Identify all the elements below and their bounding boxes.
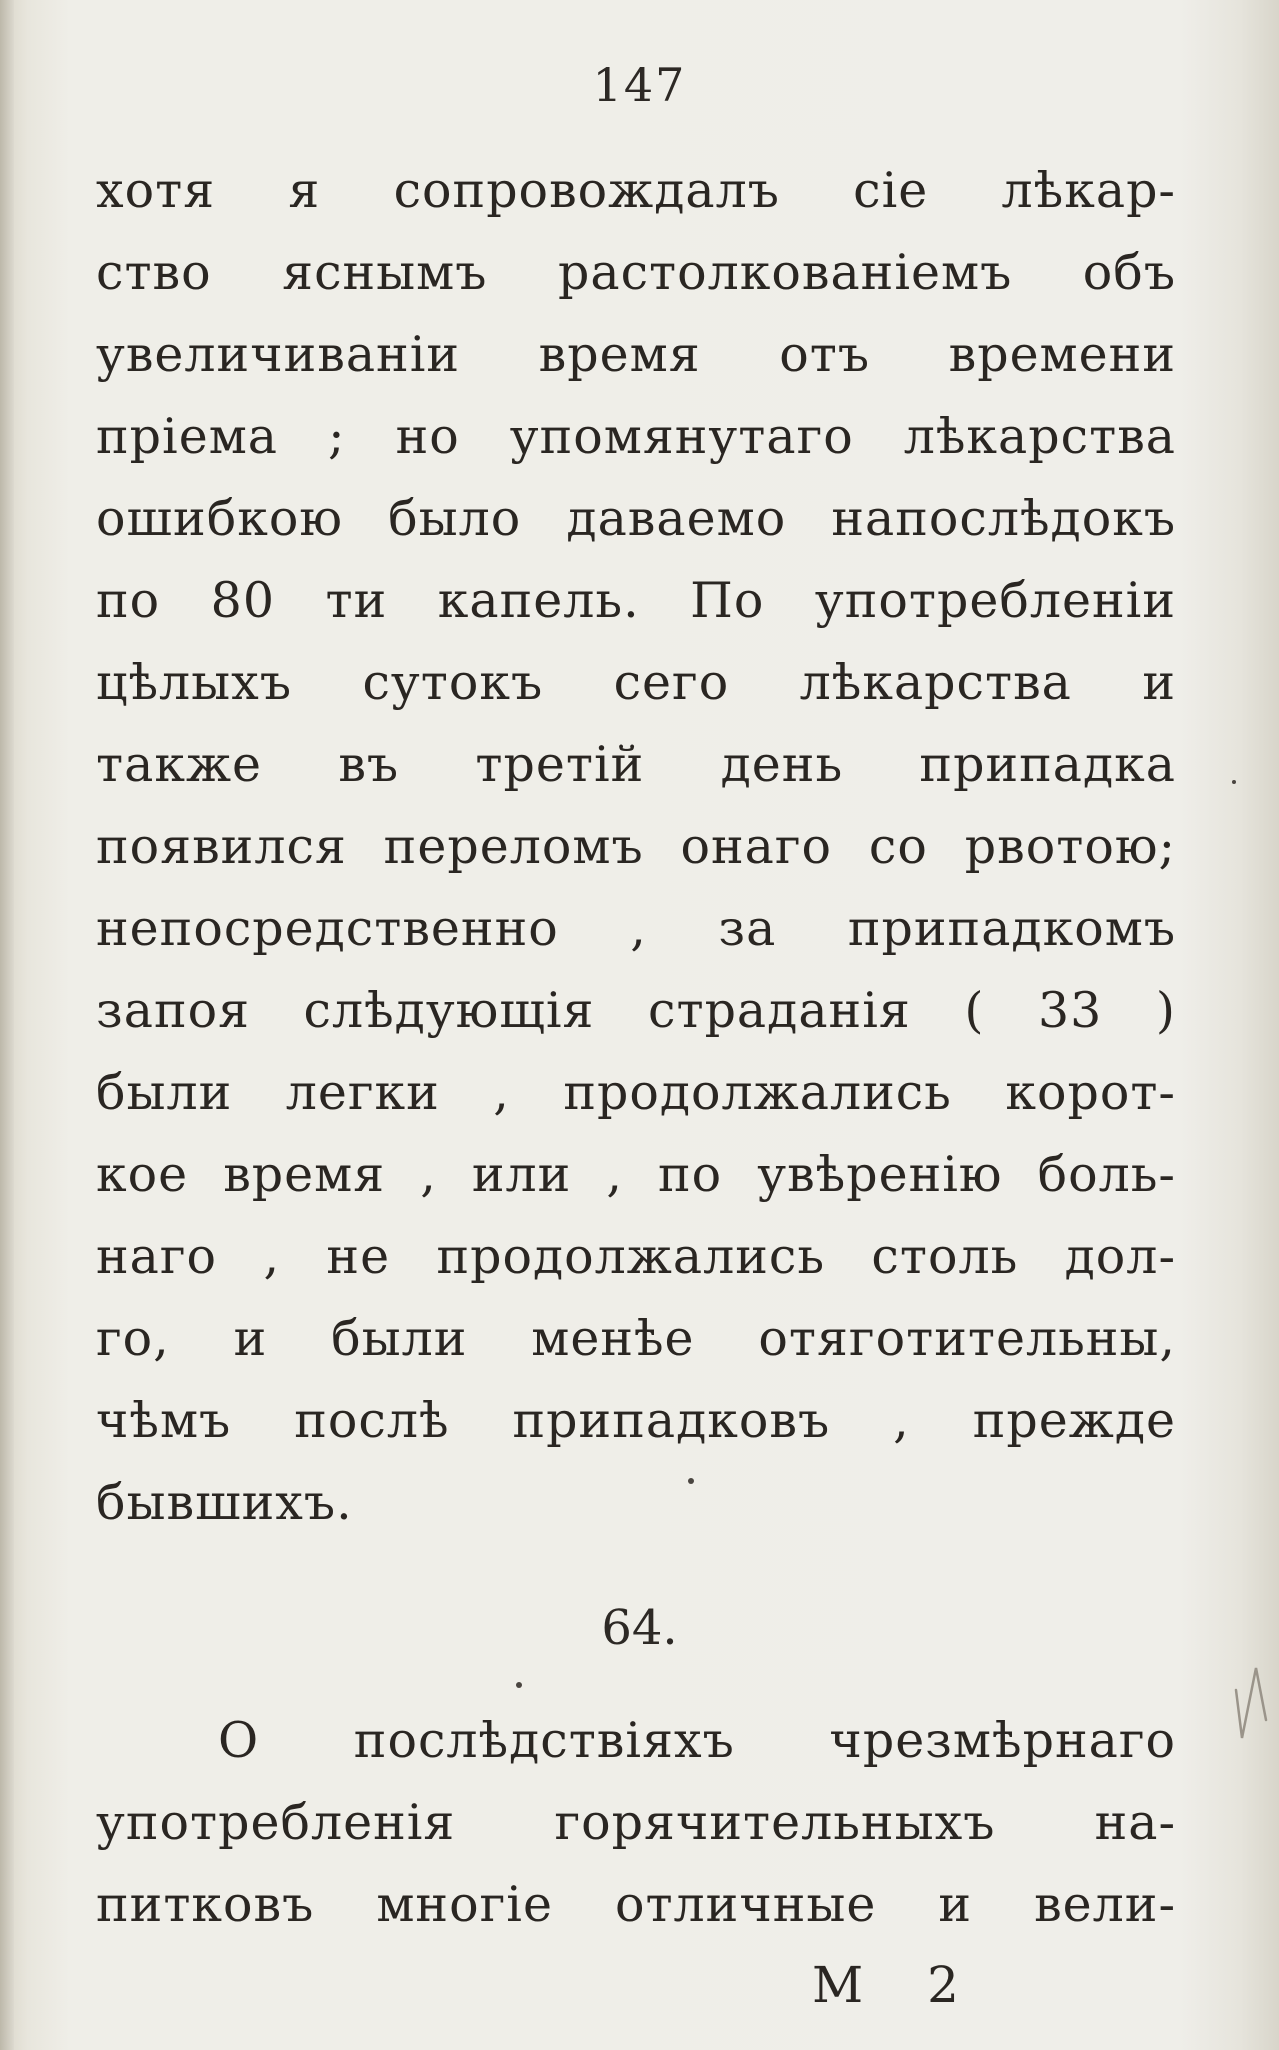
page-spine-shadow — [0, 0, 14, 2050]
text-line: употребленія горячительныхъ на- — [96, 1794, 1176, 1851]
text-line: увеличиваніи время отъ времени — [96, 326, 1176, 383]
text-line: питковъ многіе отличные и вели- — [96, 1876, 1176, 1933]
text-line: запоя слѣдующія страданія ( 33 ) — [96, 982, 1176, 1039]
text-line: непосредственно , за припадкомъ — [96, 900, 1176, 957]
text-line: чѣмъ послѣ припадковъ , прежде — [96, 1392, 1176, 1449]
section-number: 64. — [601, 1600, 678, 1656]
paragraph-2 — [96, 1700, 1176, 1946]
ink-speck — [516, 1682, 522, 1688]
text-line: были легки , продолжались корот- — [96, 1064, 1176, 1121]
text-line: появился переломъ онаго со рвотою; — [96, 818, 1176, 875]
text-line-indented: О послѣдствіяхъ чрезмѣрнаго — [218, 1712, 1176, 1769]
text-line: хотя я сопровождалъ сіе лѣкар- — [96, 162, 1176, 219]
text-line: цѣлыхъ сутокъ сего лѣкарства и — [96, 654, 1176, 711]
margin-pencil-mark — [1232, 1660, 1272, 1750]
text-line: кое время , или , по увѣренію боль- — [96, 1146, 1176, 1203]
text-line: ошибкою было даваемо напослѣдокъ — [96, 490, 1176, 547]
paragraph-1 — [96, 150, 1176, 1544]
page-number: 147 — [592, 58, 687, 112]
text-line: наго , не продолжались столь дол- — [96, 1228, 1176, 1285]
signature-mark: M 2 — [812, 1956, 963, 2014]
ink-speck — [688, 1478, 694, 1484]
text-line-last: бывшихъ. — [96, 1474, 353, 1531]
ink-speck — [1232, 780, 1236, 784]
text-line: го, и были менѣе отяготительны, — [96, 1310, 1176, 1367]
text-line: пріема ; но упомянутаго лѣкарства — [96, 408, 1176, 465]
text-line: также въ третій день припадка — [96, 736, 1176, 793]
text-line: по 80 ти капель. По употребленіи — [96, 572, 1176, 629]
text-line: ство яснымъ растолкованіемъ объ — [96, 244, 1176, 301]
